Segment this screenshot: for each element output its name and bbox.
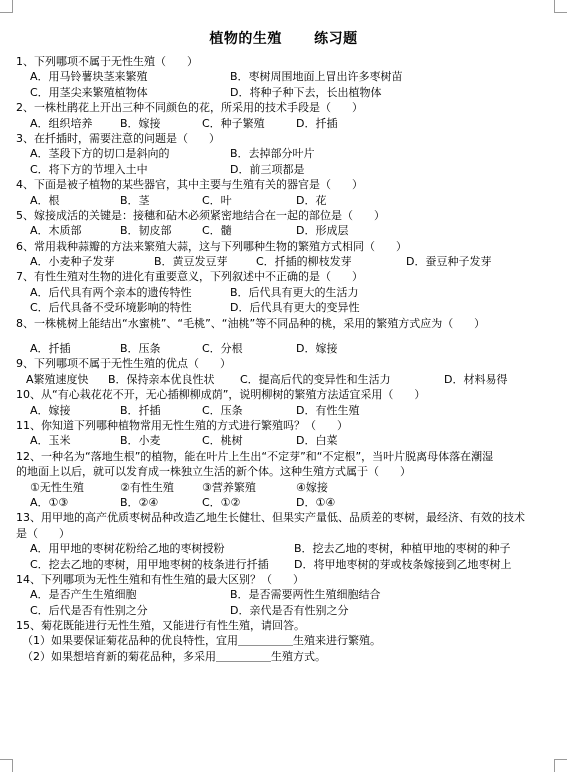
question-item [16,449,556,511]
answer-option: C．挖去乙地的枣树，用甲地枣树的枝条进行扦插 [30,557,269,571]
question-stem: 7、有性生殖对生物的进化有重要意义，下列叙述中不正确的是（ ） [16,270,363,284]
option-row [16,541,556,556]
answer-option: B．后代具有更大的生活力 [230,285,359,299]
option-row [16,223,556,238]
answer-option: B．是否需要两性生殖细胞结合 [230,588,381,602]
option-row [16,162,556,177]
question-item [16,316,556,357]
answer-option: D．材料易得 [444,372,508,386]
question-stem-continued: 是（ ） [16,526,70,540]
question-stem: 12、一种名为“落地生根”的植物，能在叶片上生出“不定芽”和“不定根”，当叶片脱离母体落在潮湿 [16,449,494,463]
answer-option: B．挖去乙地的枣树，种植甲地的枣树的种子 [294,542,511,556]
answer-option: A．用马铃薯块茎来繁殖 [30,70,148,84]
answer-option: C．压条 [202,403,243,417]
question-stem: 3、在扦插时，需要注意的问题是（ ） [16,131,220,145]
option-row [16,480,556,495]
option-row [16,603,556,618]
answer-option: C．分根 [202,342,243,356]
question-stem-continued: 的地面上以后，就可以发育成一株独立生活的新个体。这种生殖方式属于（ ） [16,465,411,479]
question-stem: 2、一株杜鹃花上开出三种不同颜色的花，所采用的技术手段是（ ） [16,101,363,115]
answer-option: A．组织培养 [30,116,93,130]
answer-option: C．后代具备不受环境影响的特性 [30,301,192,315]
answer-option: ①无性生殖 [30,480,84,494]
answer-option: C．①② [202,495,241,509]
answer-option: D．有性生殖 [296,403,360,417]
option-row [16,69,556,84]
answer-option: D．白菜 [296,434,338,448]
answer-option: C．桃树 [202,434,243,448]
answer-option: C．后代是否有性别之分 [30,603,148,617]
answer-option: D．嫁接 [296,342,338,356]
answer-option: D．前三项都是 [230,162,305,176]
option-row [16,587,556,602]
corner-mark [554,0,567,13]
question-item [16,418,556,449]
answer-option: A．小麦种子发芽 [30,255,115,269]
question-list [16,54,556,664]
question-item [16,131,556,177]
blank-space [16,331,556,341]
question-stem: 5、嫁接成活的关键是：接穗和砧木必须紧密地结合在一起的部位是（ ） [16,208,385,222]
question-item [16,54,556,100]
answer-option: B．嫁接 [120,116,161,130]
question-item [16,208,556,239]
answer-option: A．用甲地的枣树花粉给乙地的枣树授粉 [30,542,225,556]
answer-option: A．木质部 [30,224,82,238]
question-item [16,510,556,572]
question-stem: 8、一株桃树上能结出“水蜜桃”、“毛桃”、“油桃”等不同品种的桃，采用的繁殖方式应为（ ） [16,316,486,330]
answer-option: B．韧皮部 [120,224,172,238]
option-row [16,116,556,131]
answer-option: ②有性生殖 [120,480,174,494]
answer-option: D．将甲地枣树的芽或枝条嫁接到乙地枣树上 [294,557,512,571]
question-stem: 11、你知道下列哪种植物常用无性生殖的方式进行繁殖吗？（ ） [16,418,348,432]
option-row [16,372,556,387]
answer-option: D．亲代是否有性别之分 [230,603,349,617]
question-stem: 10、从“有心栽花花不开，无心插柳柳成荫”，说明柳树的繁殖方法适宜采用（ ） [16,388,426,402]
option-row [16,341,556,356]
answer-option: A．后代具有两个亲本的遗传特性 [30,285,192,299]
answer-option: A．①③ [30,495,69,509]
answer-option: B．小麦 [120,434,161,448]
option-row [16,403,556,418]
answer-option: A．玉米 [30,434,71,448]
answer-option: C．髓 [202,224,232,238]
question-item [16,356,556,387]
answer-option: ④嫁接 [296,480,328,494]
option-row [16,193,556,208]
answer-option: B．②④ [120,495,159,509]
option-row [16,254,556,269]
answer-option: B．扦插 [120,403,161,417]
corner-mark [0,759,13,772]
answer-option: B．茎 [120,193,150,207]
option-row [16,285,556,300]
answer-option: D．形成层 [296,224,349,238]
answer-option: C．扦插的柳枝发芽 [256,255,352,269]
question-stem: 13、用甲地的高产优质枣树品种改造乙地生长健壮、但果实产量低、品质差的枣树，最经济、有效的技术 [16,511,525,525]
sub-question: （2）如果想培育新的菊花品种，多采用＿＿＿＿＿生殖方式。 [22,649,326,663]
question-stem: 9、下列哪项不属于无性生殖的优点（ ） [16,357,231,371]
answer-option: D．将种子种下去，长出植物体 [230,85,382,99]
answer-option: B．黄豆发豆芽 [154,255,228,269]
option-row [16,557,556,572]
answer-option: B．枣树周围地面上冒出许多枣树苗 [230,70,403,84]
answer-option: D．扦插 [296,116,338,130]
option-row [16,433,556,448]
answer-option: C．叶 [202,193,232,207]
answer-option: ③营养繁殖 [202,480,256,494]
option-row [16,146,556,161]
option-row [16,300,556,315]
answer-option: D．花 [296,193,327,207]
answer-option: A．根 [30,193,60,207]
corner-mark [0,0,13,13]
question-item [16,100,556,131]
option-row [16,495,556,510]
answer-option: D．①④ [296,495,336,509]
answer-option: A．嫁接 [30,403,71,417]
question-stem: 4、下面是被子植物的某些器官，其中主要与生殖有关的器官是（ ） [16,178,363,192]
answer-option: B．压条 [120,342,161,356]
answer-option: C．用茎尖来繁殖植物体 [30,85,148,99]
question-stem: 6、常用栽种蒜瓣的方法来繁殖大蒜，这与下列哪种生物的繁殖方式相同（ ） [16,239,407,253]
option-row [16,85,556,100]
corner-mark [554,759,567,772]
answer-option: A．是否产生生殖细胞 [30,588,137,602]
question-item [16,269,556,315]
sub-question: （1）如果要保证菊花品种的优良特性，宜用＿＿＿＿＿生殖来进行繁殖。 [22,634,381,648]
answer-option: C．提高后代的变异性和生活力 [240,372,391,386]
answer-option: A．茎段下方的切口是斜向的 [30,147,170,161]
question-stem: 1、下列哪项不属于无性生殖（ ） [16,55,198,68]
answer-option: C．将下方的节埋入土中 [30,162,148,176]
question-stem: 14、下列哪项为无性生殖和有性生殖的最大区别？（ ） [16,572,304,586]
answer-option: A．扦插 [30,342,71,356]
question-item [16,572,556,618]
answer-option: B．去掉部分叶片 [230,147,315,161]
question-item [16,618,556,664]
question-item [16,239,556,270]
question-item [16,387,556,418]
answer-option: A繁殖速度快 [26,372,89,386]
answer-option: D．后代具有更大的变异性 [230,301,360,315]
question-item [16,177,556,208]
answer-option: D．蚕豆种子发芽 [406,255,492,269]
page-title: 植物的生殖 练习题 [209,31,358,47]
question-stem: 15、菊花既能进行无性生殖，又能进行有性生殖，请回答。 [16,619,305,633]
answer-option: B．保持亲本优良性状 [108,372,215,386]
answer-option: C．种子繁殖 [202,116,265,130]
